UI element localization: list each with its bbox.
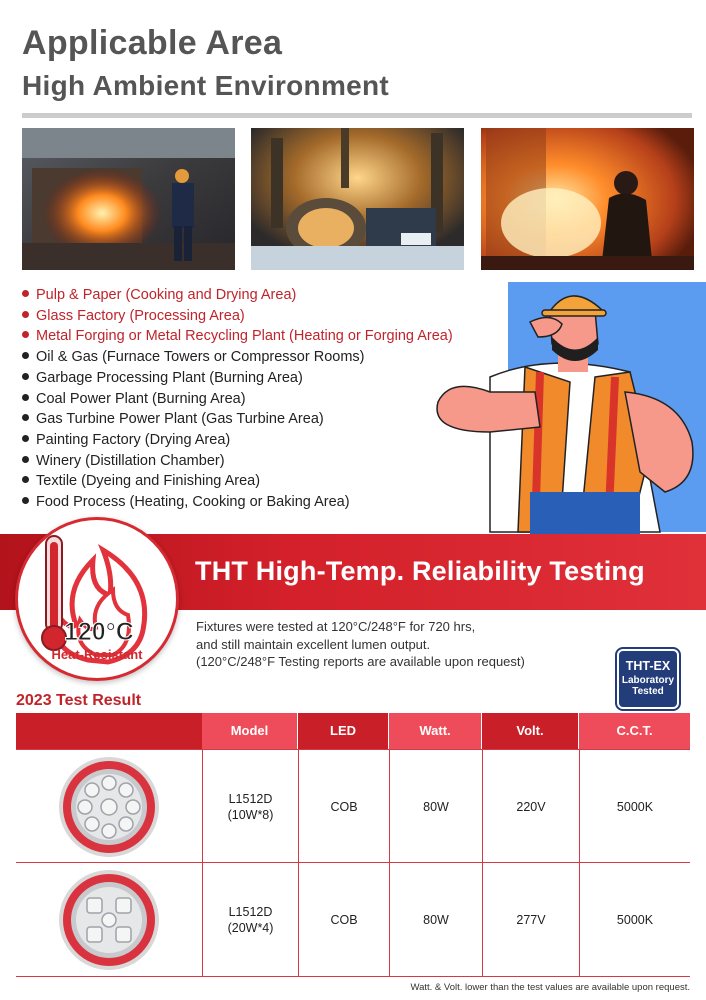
led-fixture-4-chip-icon (57, 868, 161, 972)
cell-led: COB (298, 863, 389, 976)
bullet-icon (22, 435, 29, 442)
photo-molten-metal (481, 128, 694, 270)
tht-ex-lab-badge (617, 649, 679, 709)
description-line: Fixtures were tested at 120°C/248°F for 720 hrs, (196, 619, 476, 634)
column-header-volt: Volt. (482, 713, 578, 749)
list-item: Pulp & Paper (Cooking and Drying Area) (22, 285, 453, 306)
list-item: Glass Factory (Processing Area) (22, 306, 453, 327)
cell-volt: 277V (482, 863, 579, 976)
column-header-watt: Watt. (389, 713, 481, 749)
bullet-icon (22, 311, 29, 318)
page-title: Applicable Area (22, 24, 283, 62)
product-image (16, 863, 202, 976)
column-header-model: Model (202, 713, 297, 749)
bullet-icon (22, 456, 29, 463)
list-item: Food Process (Heating, Cooking or Baking Area) (22, 492, 453, 513)
bullet-icon (22, 497, 29, 504)
list-item: Gas Turbine Power Plant (Gas Turbine Area) (22, 409, 453, 430)
cell-watt: 80W (389, 863, 482, 976)
bullet-icon (22, 373, 29, 380)
cell-model: L1512D (10W*8) (202, 750, 298, 863)
badge-temperature: 120°C (64, 618, 134, 646)
tht-badge-line: Laboratory (621, 675, 675, 686)
cell-cct: 5000K (579, 750, 690, 863)
cell-watt: 80W (389, 750, 482, 863)
list-item: Textile (Dyeing and Finishing Area) (22, 471, 453, 492)
table-header (16, 713, 690, 749)
description-line: and still maintain excellent lumen output. (196, 636, 431, 652)
bullet-icon (22, 394, 29, 401)
description-line: (120°C/248°F Testing reports are available upon request) (196, 654, 525, 669)
photo-steel-plant (251, 128, 464, 270)
cell-led: COB (298, 750, 389, 863)
cell-cct: 5000K (579, 863, 690, 976)
list-item: Painting Factory (Drying Area) (22, 430, 453, 451)
column-header-cct: C.C.T. (579, 713, 690, 749)
column-header-image (16, 713, 202, 749)
list-item: Coal Power Plant (Burning Area) (22, 389, 453, 410)
column-header-led: LED (298, 713, 388, 749)
badge-label: Heat-Resistant (51, 647, 143, 662)
test-result-table (16, 713, 690, 977)
test-description (196, 618, 525, 671)
footnote: Watt. & Volt. lower than the test values are available upon request. (410, 982, 690, 993)
bullet-icon (22, 352, 29, 359)
worker-illustration (430, 282, 706, 534)
bullet-icon (22, 476, 29, 483)
tht-badge-title: THT-EX (625, 659, 671, 673)
list-item: Winery (Distillation Chamber) (22, 451, 453, 472)
list-item: Garbage Processing Plant (Burning Area) (22, 368, 453, 389)
bullet-icon (22, 290, 29, 297)
photo-furnace-worker (22, 128, 235, 270)
page-subtitle: High Ambient Environment (22, 70, 390, 101)
cell-volt: 220V (482, 750, 579, 863)
cell-model: L1512D (20W*4) (202, 863, 298, 976)
table-row (16, 749, 690, 863)
result-title: 2023 Test Result (16, 692, 142, 709)
product-image (16, 750, 202, 863)
list-item: Oil & Gas (Furnace Towers or Compressor Rooms) (22, 347, 453, 368)
led-fixture-8-chip-icon (57, 755, 161, 859)
heat-resistant-badge (15, 517, 179, 681)
table-row (16, 863, 690, 977)
application-list (22, 285, 453, 513)
title-divider (22, 113, 692, 118)
bullet-icon (22, 331, 29, 338)
banner-title: THT High-Temp. Reliability Testing (195, 556, 645, 586)
tht-badge-line: Tested (632, 686, 664, 697)
list-item: Metal Forging or Metal Recycling Plant (Heating or Forging Area) (22, 326, 453, 347)
bullet-icon (22, 414, 29, 421)
